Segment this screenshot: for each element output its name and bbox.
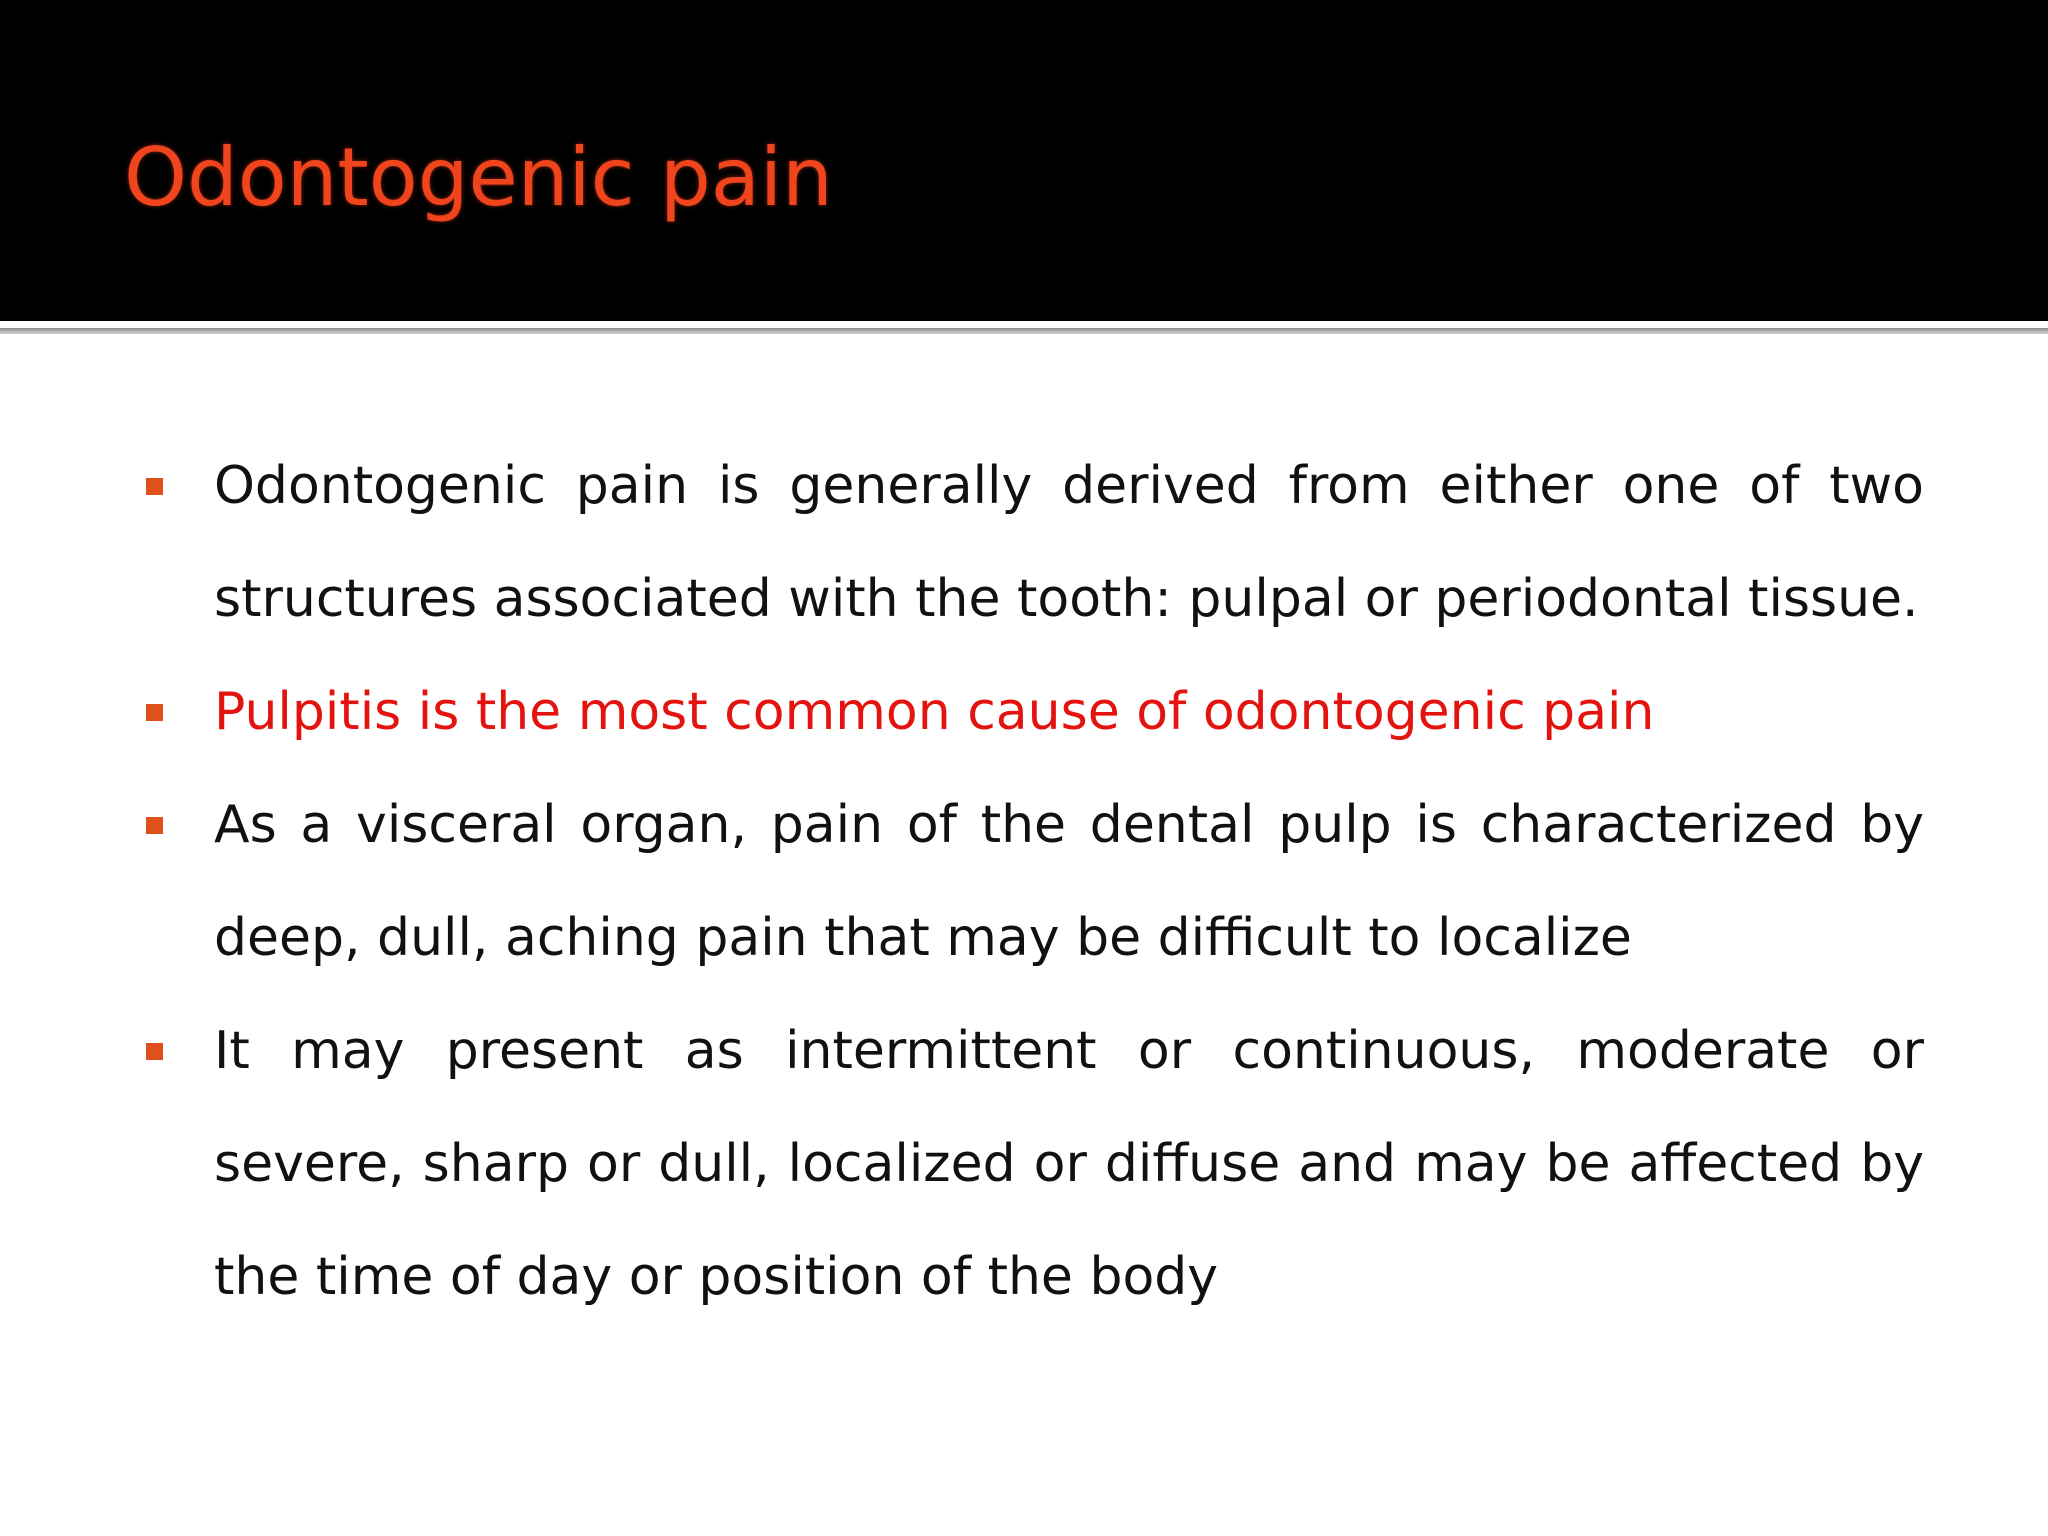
square-bullet-icon bbox=[146, 817, 163, 834]
bullet-item-highlight bbox=[144, 656, 1924, 769]
bullet-item bbox=[144, 430, 1924, 656]
slide-title: Odontogenic pain bbox=[124, 131, 833, 224]
bullet-item bbox=[144, 769, 1924, 995]
bullet-text: Odontogenic pain is generally derived from either one of two structures associated with the tooth: pulpal or periodontal tissue. bbox=[214, 456, 1924, 629]
divider-gap bbox=[0, 321, 2048, 328]
title-bar bbox=[0, 0, 2048, 321]
bullet-text: Pulpitis is the most common cause of odontogenic pain bbox=[214, 682, 1655, 742]
square-bullet-icon bbox=[146, 704, 163, 721]
bullet-text: It may present as intermittent or continuous, moderate or severe, sharp or dull, localized or diffuse and may be affected by the time of day or position of the body bbox=[214, 1021, 1924, 1307]
bullet-list bbox=[144, 430, 1924, 1334]
square-bullet-icon bbox=[146, 1043, 163, 1060]
bullet-item bbox=[144, 995, 1924, 1334]
divider-line bbox=[0, 328, 2048, 334]
square-bullet-icon bbox=[146, 478, 163, 495]
bullet-text: As a visceral organ, pain of the dental pulp is characterized by deep, dull, aching pain that may be difficult to localize bbox=[214, 795, 1924, 968]
